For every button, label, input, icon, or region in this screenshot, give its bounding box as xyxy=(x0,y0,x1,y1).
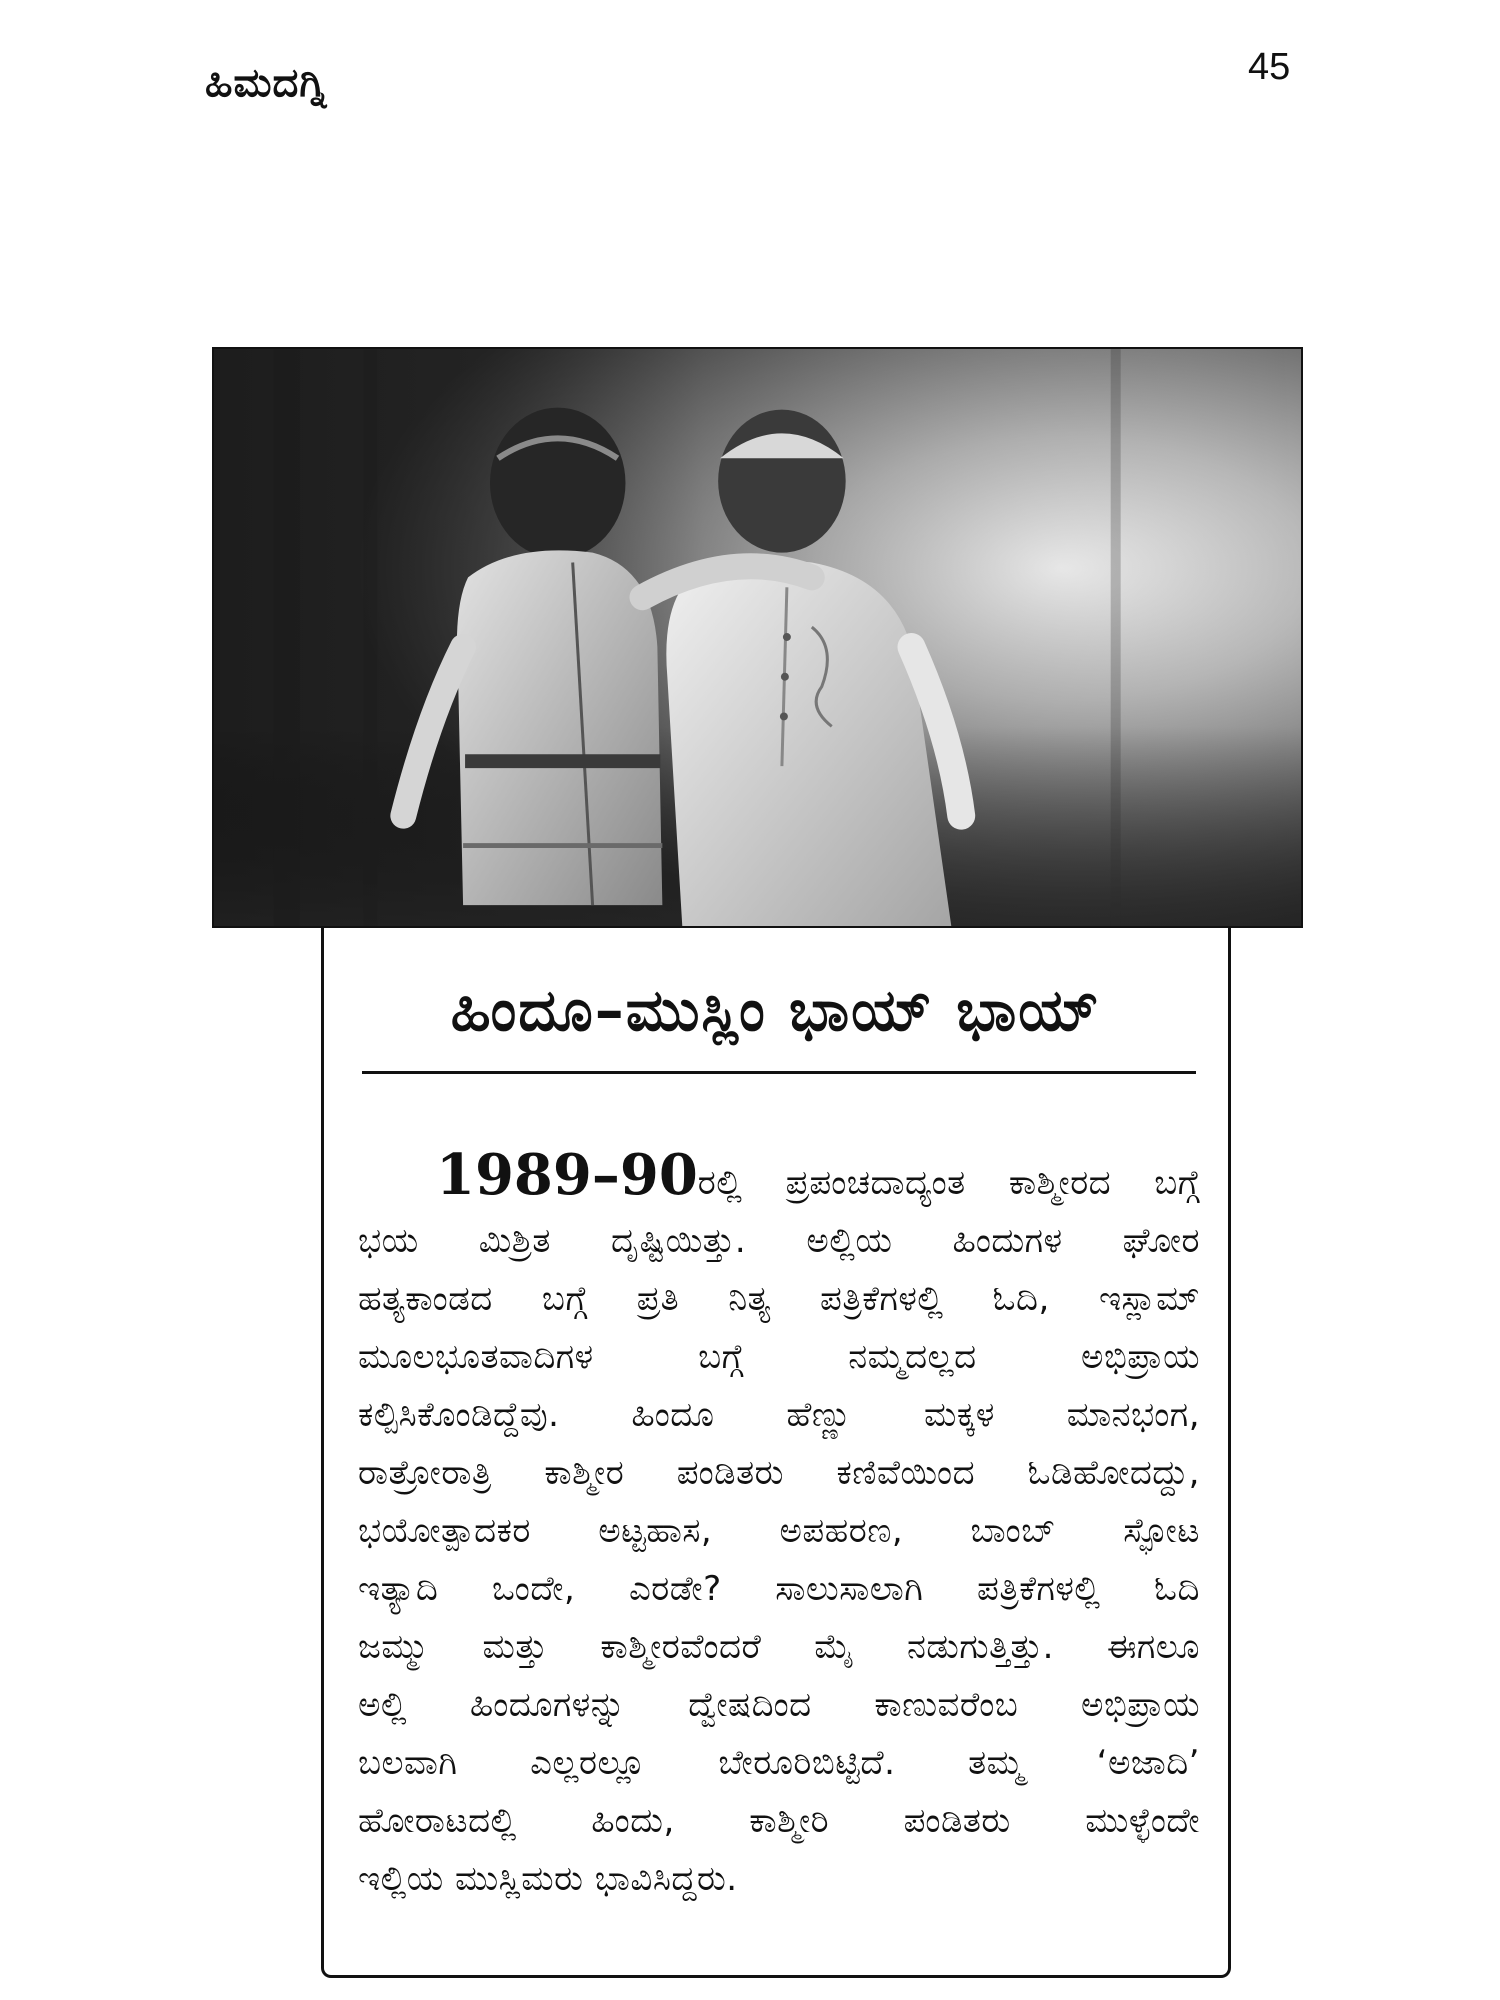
body-line-12: ಹೋರಾಟದಲ್ಲಿ ಹಿಂದು, ಕಾಶ್ಮೀರಿ ಪಂಡಿತರು ಮುಳ್ಳೆಂದೇ xyxy=(358,1801,1200,1841)
body-line-9: ಜಮ್ಮು ಮತ್ತು ಕಾಶ್ಮೀರವೆಂದರೆ ಮೈ ನಡುಗುತ್ತಿತ್ತು. ಈಗಲೂ xyxy=(358,1627,1200,1667)
body-line-1 xyxy=(358,1138,1200,1212)
running-head: ಹಿಮದಗ್ನಿ xyxy=(205,60,328,106)
body-line-13: ಇಲ್ಲಿಯ ಮುಸ್ಲಿಮರು ಭಾವಿಸಿದ್ದರು. xyxy=(358,1859,738,1899)
article-headline: ಹಿಂದೂ–ಮುಸ್ಲಿಂ ಭಾಯ್ ಭಾಯ್ xyxy=(450,976,1102,1044)
body-line-3: ಹತ್ಯಕಾಂಡದ ಬಗ್ಗೆ ಪ್ರತಿ ನಿತ್ಯ ಪತ್ರಿಕೆಗಳಲ್ಲಿ ಓದಿ, ಇಸ್ಲಾಮ್ xyxy=(358,1279,1200,1319)
body-line-4: ಮೂಲಭೂತವಾದಿಗಳ ಬಗ್ಗೆ ನಮ್ಮದಲ್ಲದ ಅಭಿಪ್ರಾಯ xyxy=(358,1337,1200,1377)
photo xyxy=(212,347,1303,928)
page-number: 45 xyxy=(1248,46,1291,88)
body-line-8: ಇತ್ಯಾದಿ ಒಂದೇ, ಎರಡೇ? ಸಾಲುಸಾಲಾಗಿ ಪತ್ರಿಕೆಗಳಲ್ಲಿ ಓದಿ xyxy=(358,1569,1200,1609)
body-line-11: ಬಲವಾಗಿ ಎಲ್ಲರಲ್ಲೂ ಬೇರೂರಿಬಿಟ್ಟಿದೆ. ತಮ್ಮ ‘ಅಜಾದಿ’ xyxy=(358,1743,1200,1783)
body-line-10: ಅಲ್ಲಿ ಹಿಂದೂಗಳನ್ನು ದ್ವೇಷದಿಂದ ಕಾಣುವರೆಂಬ ಅಭಿಪ್ರಾಯ xyxy=(358,1685,1200,1725)
article-body xyxy=(358,1138,1200,1908)
article-box xyxy=(321,928,1231,1978)
body-line-6: ರಾತ್ರೋರಾತ್ರಿ ಕಾಶ್ಮೀರ ಪಂಡಿತರು ಕಣಿವೆಯಿಂದ ಓಡಿಹೋದದ್ದು, xyxy=(358,1453,1200,1493)
body-line-2: ಭಯ ಮಿಶ್ರಿತ ದೃಷ್ಟಿಯಿತ್ತು. ಅಲ್ಲಿಯ ಹಿಂದುಗಳ ಘೋರ xyxy=(358,1221,1200,1261)
year-dropcap: 1989–90 xyxy=(436,1142,698,1208)
headline-rule xyxy=(362,1071,1196,1074)
photograph-two-boys-icon xyxy=(214,349,1301,926)
body-line-text: ರಲ್ಲಿ ಪ್ರಪಂಚದಾದ್ಯಂತ ಕಾಶ್ಮೀರದ ಬಗ್ಗೆ xyxy=(697,1163,1200,1203)
body-line-7: ಭಯೋತ್ಪಾದಕರ ಅಟ್ಟಹಾಸ, ಅಪಹರಣ, ಬಾಂಬ್ ಸ್ಫೋಟ xyxy=(358,1511,1200,1551)
body-line-5: ಕಲ್ಪಿಸಿಕೊಂಡಿದ್ದೆವು. ಹಿಂದೂ ಹೆಣ್ಣು ಮಕ್ಕಳ ಮಾನಭಂಗ, xyxy=(358,1395,1200,1435)
